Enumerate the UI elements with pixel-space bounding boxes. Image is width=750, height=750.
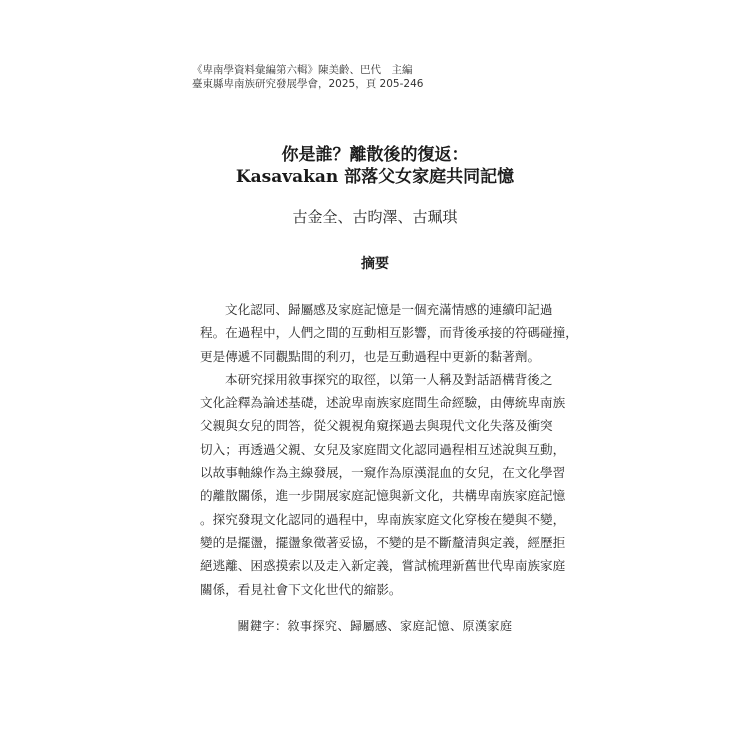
abstract-line: 文化認同、歸屬感及家庭記憶是一個充滿情感的連續印記過	[225, 302, 553, 317]
abstract-body	[200, 298, 578, 601]
abstract-line: 絕逃離、困惑摸索以及走入新定義，嘗試梳理新舊世代卑南族家庭	[200, 558, 566, 574]
abstract-line: 以故事軸線作為主線發展，一窺作為原漢混血的女兒，在文化學習	[200, 465, 566, 481]
title-line-1: 你是誰？離散後的復返：	[281, 145, 469, 165]
abstract-line: 關係，看見社會下文化世代的縮影。	[200, 581, 402, 597]
abstract-line: 。探究發現文化認同的過程中，卑南族家庭文化穿梭在變與不變，	[200, 511, 566, 527]
title-line-2: Kasavakan 部落父女家庭共同記憶	[235, 167, 515, 187]
abstract-line: 本研究採用敘事探究的取徑，以第一人稱及對話語構背後之	[225, 371, 553, 387]
abstract-line: 變的是擺盪，擺盪象徵著妥協，不變的是不斷釐清與定義，經歷拒	[200, 534, 566, 550]
keywords: 關鍵字：敘事探究、歸屬感、家庭記憶、原漢家庭	[237, 619, 513, 633]
abstract-heading: 摘要	[361, 256, 389, 272]
abstract-line: 更是傳遞不同觀點間的利刃，也是互動過程中更新的黏著劑。	[200, 348, 541, 364]
abstract-line: 程。在過程中，人們之間的互動相互影響，而背後承接的符碼碰撞，	[200, 325, 578, 341]
abstract-line: 的離散關係，進一步開展家庭記憶與新文化，共構卑南族家庭記憶	[200, 488, 566, 504]
abstract-line: 父親與女兒的問答，從父親視角窺探過去與現代文化失落及衝突	[200, 418, 553, 434]
abstract-line: 切入；再透過父親、女兒及家庭間文化認同過程相互述說與互動，	[200, 441, 566, 457]
authors: 古金全、古昀澤、古珮琪	[292, 208, 458, 226]
abstract-line: 文化詮釋為論述基礎，述說卑南族家庭間生命經驗，由傳統卑南族	[200, 395, 566, 411]
citation-line-2: 臺東縣卑南族研究發展學會，2025，頁 205-246	[192, 78, 424, 90]
citation-header	[192, 63, 423, 91]
citation-line-1: 《卑南學資料彙編第六輯》陳美齡、巴代 主編	[192, 64, 413, 76]
